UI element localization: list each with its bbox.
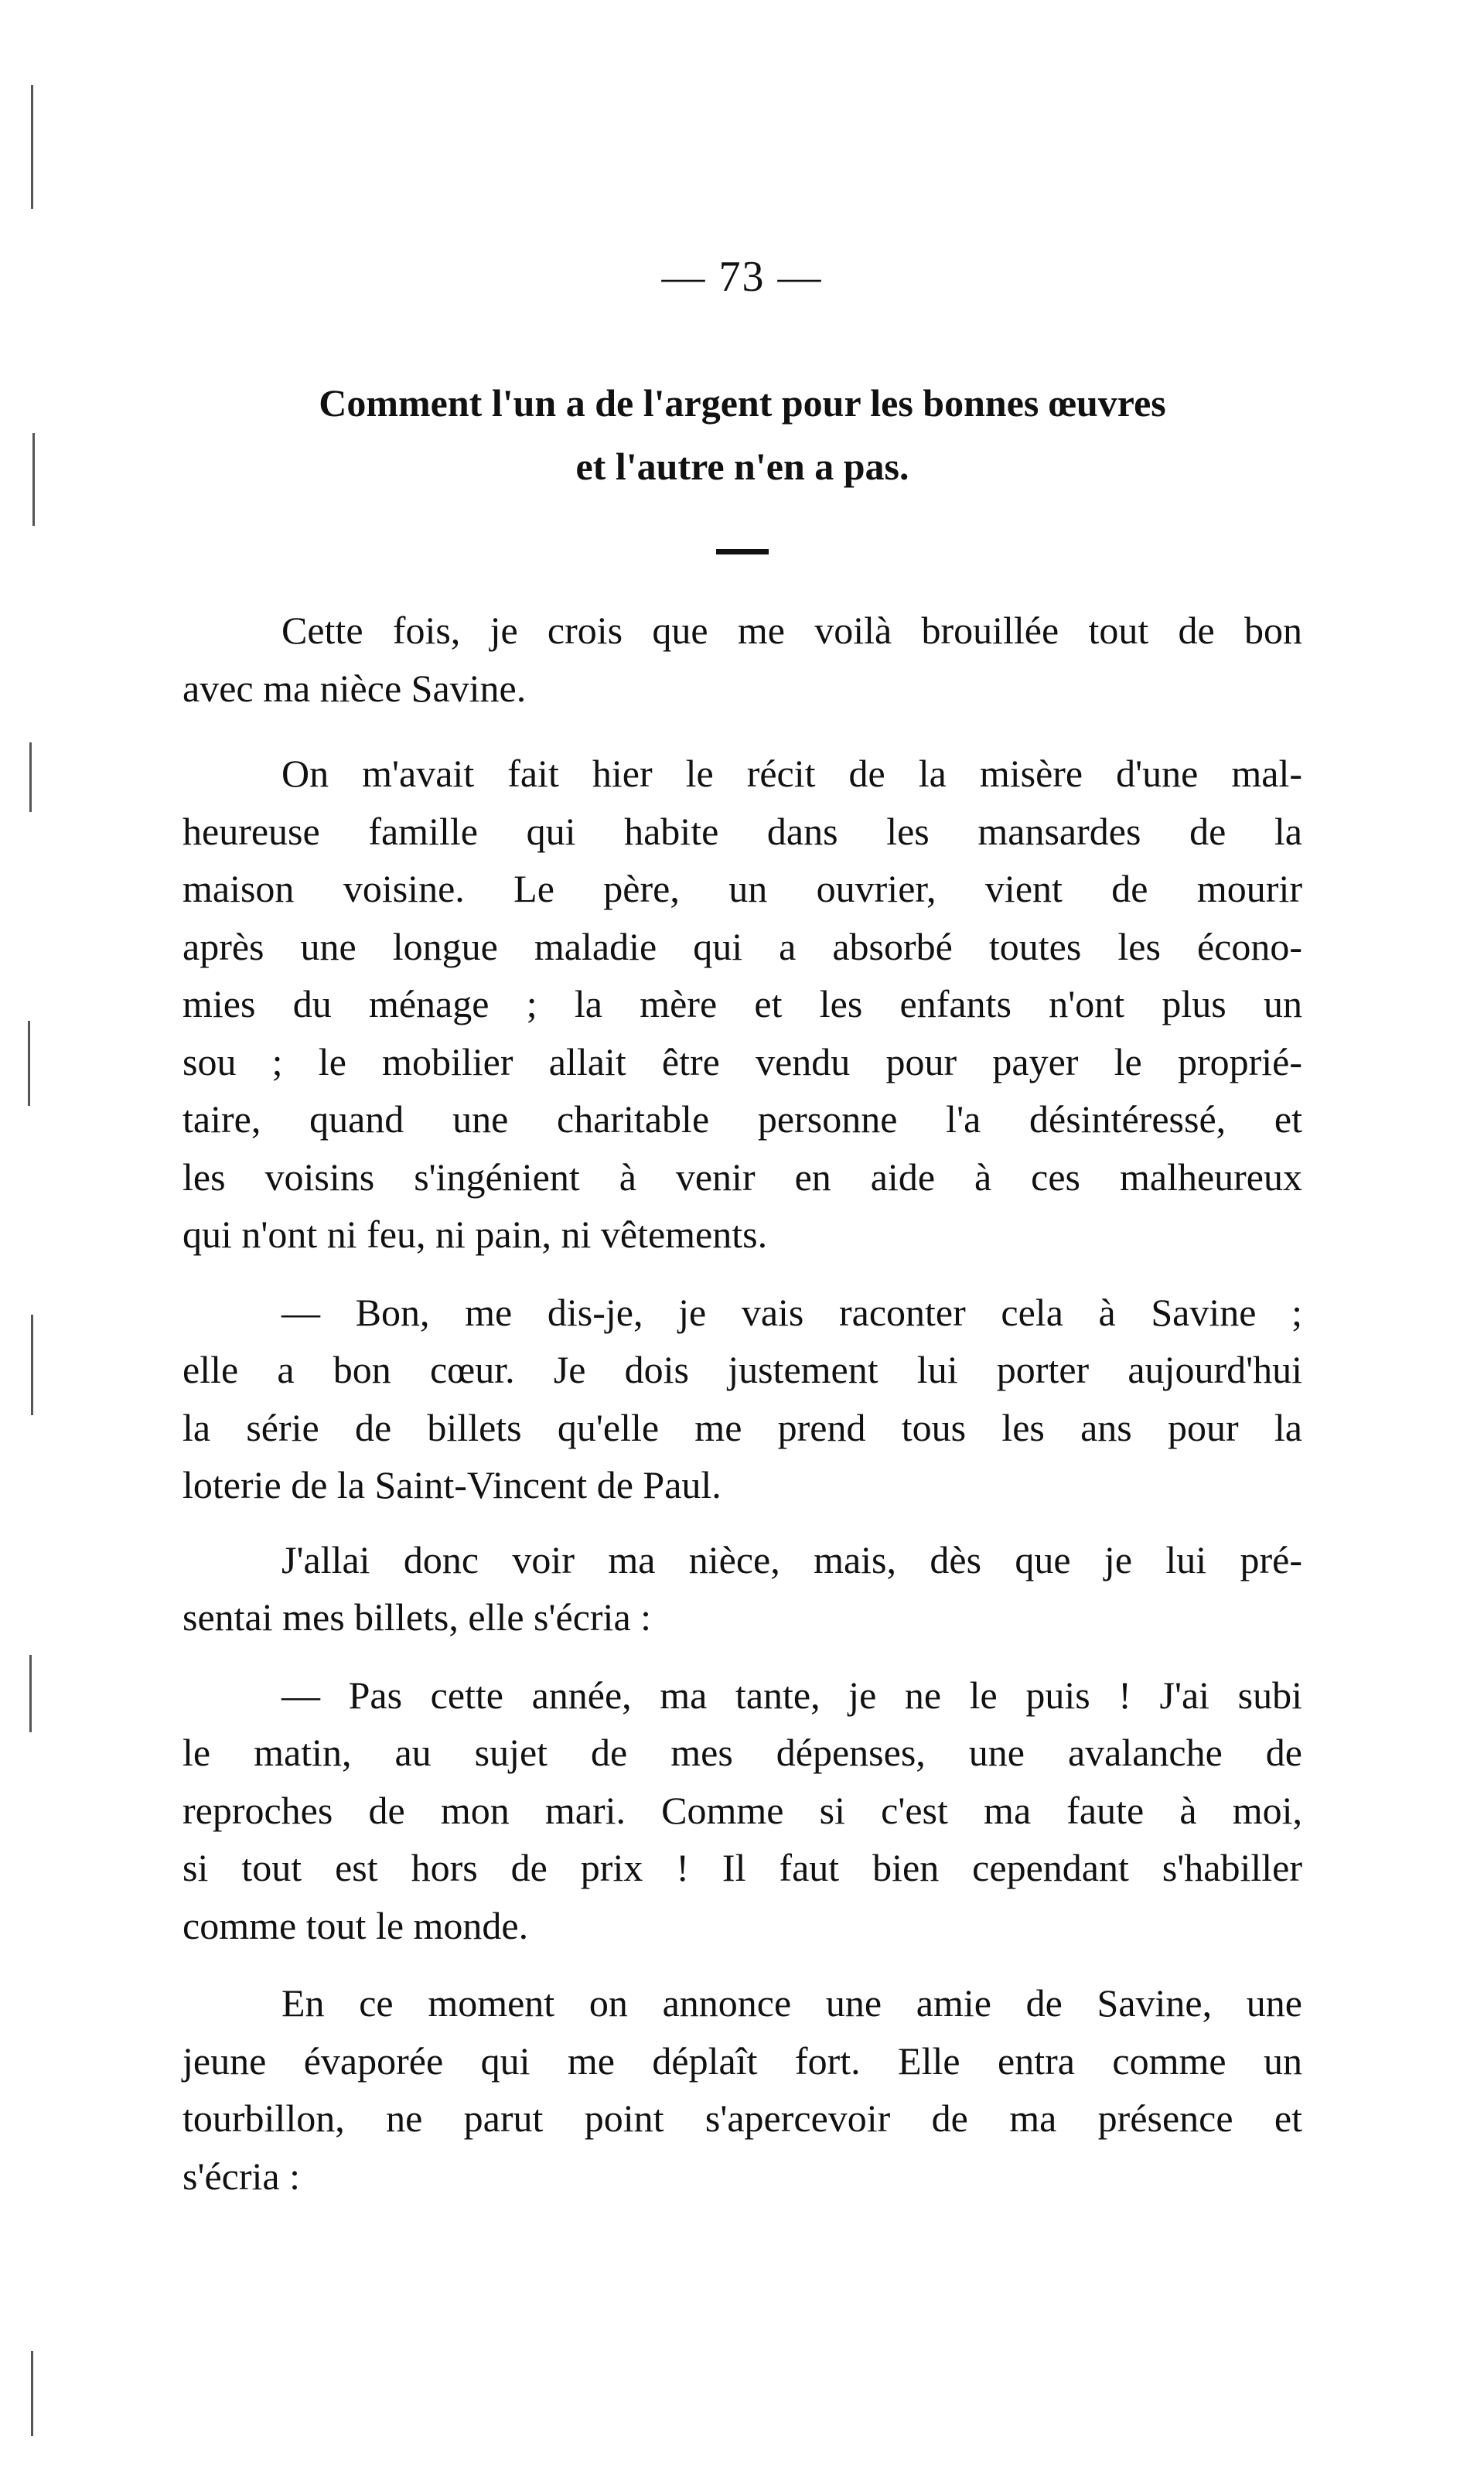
- chapter-title-line: Comment l'un a de l'argent pour les bonnes œuvres: [319, 381, 1166, 425]
- text-line: maison voisine. Le père, un ouvrier, vient de mourir: [183, 867, 1302, 910]
- text-line: On m'avait fait hier le récit de la misère d'une mal-: [281, 752, 1302, 795]
- chapter-title-line: et l'autre n'en a pas.: [575, 445, 909, 488]
- text-line: jeune évaporée qui me déplaît fort. Elle entra comme un: [183, 2039, 1302, 2083]
- text-line: si tout est hors de prix ! Il faut bien cependant s'habiller: [183, 1846, 1302, 1889]
- text-line: les voisins s'ingénient à venir en aide à ces malheureux: [183, 1155, 1302, 1199]
- text-line: J'allai donc voir ma nièce, mais, dès que je lui pré-: [281, 1537, 1302, 1581]
- text-line: heureuse famille qui habite dans les mansardes de la: [183, 809, 1302, 853]
- title-separator: [716, 549, 769, 554]
- text-line: taire, quand une charitable personne l'a désintéressé, et: [183, 1097, 1302, 1141]
- chapter-title: [170, 371, 1315, 498]
- text-line: loterie de la Saint-Vincent de Paul.: [183, 1463, 722, 1506]
- text-line: En ce moment on annonce une amie de Savine, une: [281, 1981, 1302, 2025]
- scan-mark: [29, 742, 32, 812]
- paragraph: [183, 1667, 1302, 1955]
- scan-mark: [31, 85, 33, 209]
- text-line: après une longue maladie qui a absorbé toutes les écono-: [183, 924, 1302, 968]
- scan-mark: [31, 2351, 33, 2436]
- text-line: qui n'ont ni feu, ni pain, ni vêtements.: [183, 1213, 768, 1256]
- body-text: [183, 602, 1302, 2205]
- text-line: — Pas cette année, ma tante, je ne le puis ! J'ai subi: [281, 1673, 1302, 1717]
- text-line: sentai mes billets, elle s'écria :: [183, 1595, 652, 1639]
- scan-mark: [32, 433, 35, 526]
- text-line: avec ma nièce Savine.: [183, 666, 527, 710]
- paragraph: [183, 1974, 1302, 2205]
- scan-mark: [28, 1021, 30, 1106]
- text-line: la série de billets qu'elle me prend tous les ans pour la: [183, 1405, 1302, 1449]
- text-line: mies du ménage ; la mère et les enfants n'ont plus un: [183, 982, 1302, 1025]
- text-line: — Bon, me dis-je, je vais raconter cela à Savine ;: [281, 1290, 1302, 1334]
- text-line: reproches de mon mari. Comme si c'est ma faute à moi,: [183, 1788, 1302, 1832]
- paragraph: [183, 1531, 1302, 1646]
- paragraph: [183, 1284, 1302, 1514]
- text-line: elle a bon cœur. Je dois justement lui porter aujourd'hui: [183, 1348, 1302, 1391]
- scan-mark: [29, 1655, 32, 1732]
- paragraph: [183, 745, 1302, 1264]
- text-line: le matin, au sujet de mes dépenses, une avalanche de: [183, 1731, 1302, 1774]
- page-number: — 73 —: [661, 253, 823, 301]
- text-line: sou ; le mobilier allait être vendu pour payer le proprié-: [183, 1039, 1302, 1083]
- scan-mark: [31, 1315, 33, 1415]
- text-line: comme tout le monde.: [183, 1903, 529, 1947]
- text-line: tourbillon, ne parut point s'apercevoir de ma présence et: [183, 2097, 1302, 2140]
- text-line: Cette fois, je crois que me voilà brouillée tout de bon: [281, 609, 1302, 652]
- text-line: s'écria :: [183, 2154, 300, 2198]
- paragraph: [183, 602, 1302, 717]
